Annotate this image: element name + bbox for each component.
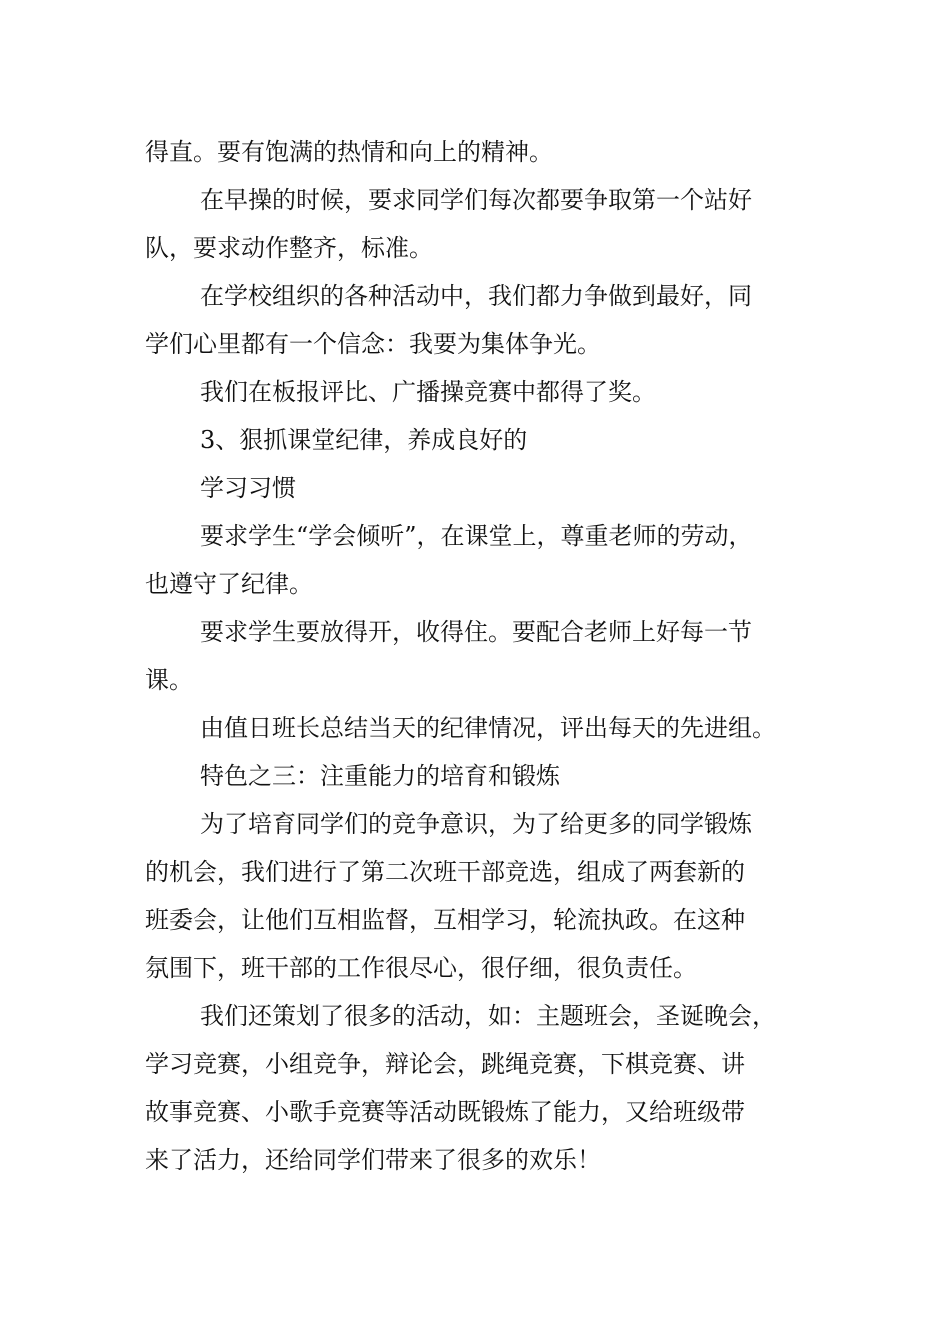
text-line: 班委会，让他们互相监督，互相学习，轮流执政。在这种 bbox=[145, 906, 745, 934]
document-body bbox=[145, 128, 825, 1184]
text-line: 我们在板报评比、广播操竞赛中都得了奖。 bbox=[200, 378, 656, 406]
text-line: 我们还策划了很多的活动，如：主题班会，圣诞晚会， bbox=[200, 1002, 776, 1030]
section-heading: 学习习惯 bbox=[200, 474, 296, 502]
text-line: 在学校组织的各种活动中，我们都力争做到最好，同 bbox=[200, 282, 752, 310]
section-heading: 特色之三：注重能力的培育和锻炼 bbox=[200, 762, 560, 790]
text-line: 的机会，我们进行了第二次班干部竞选，组成了两套新的 bbox=[145, 858, 745, 886]
text-line: 为了培育同学们的竞争意识，为了给更多的同学锻炼 bbox=[200, 810, 752, 838]
text-line: 在早操的时候，要求同学们每次都要争取第一个站好 bbox=[200, 186, 752, 214]
text-line: 学们心里都有一个信念：我要为集体争光。 bbox=[145, 330, 601, 358]
text-line: 也遵守了纪律。 bbox=[145, 570, 313, 598]
text-line: 课。 bbox=[145, 666, 193, 694]
section-heading: 3、狠抓课堂纪律，养成良好的 bbox=[200, 426, 528, 454]
text-line: 由值日班长总结当天的纪律情况，评出每天的先进组。 bbox=[200, 714, 776, 742]
text-line: 要求学生“学会倾听”，在课堂上，尊重老师的劳动， bbox=[200, 522, 753, 550]
text-line: 故事竞赛、小歌手竞赛等活动既锻炼了能力，又给班级带 bbox=[145, 1098, 745, 1126]
text-line: 学习竞赛，小组竞争，辩论会，跳绳竞赛，下棋竞赛、讲 bbox=[145, 1050, 745, 1078]
text-line: 要求学生要放得开，收得住。要配合老师上好每一节 bbox=[200, 618, 752, 646]
text-line: 队，要求动作整齐，标准。 bbox=[145, 234, 433, 262]
text-line: 来了活力，还给同学们带来了很多的欢乐！ bbox=[145, 1146, 601, 1174]
text-line: 得直。要有饱满的热情和向上的精神。 bbox=[145, 138, 553, 166]
text-line: 氛围下，班干部的工作很尽心，很仔细，很负责任。 bbox=[145, 954, 697, 982]
